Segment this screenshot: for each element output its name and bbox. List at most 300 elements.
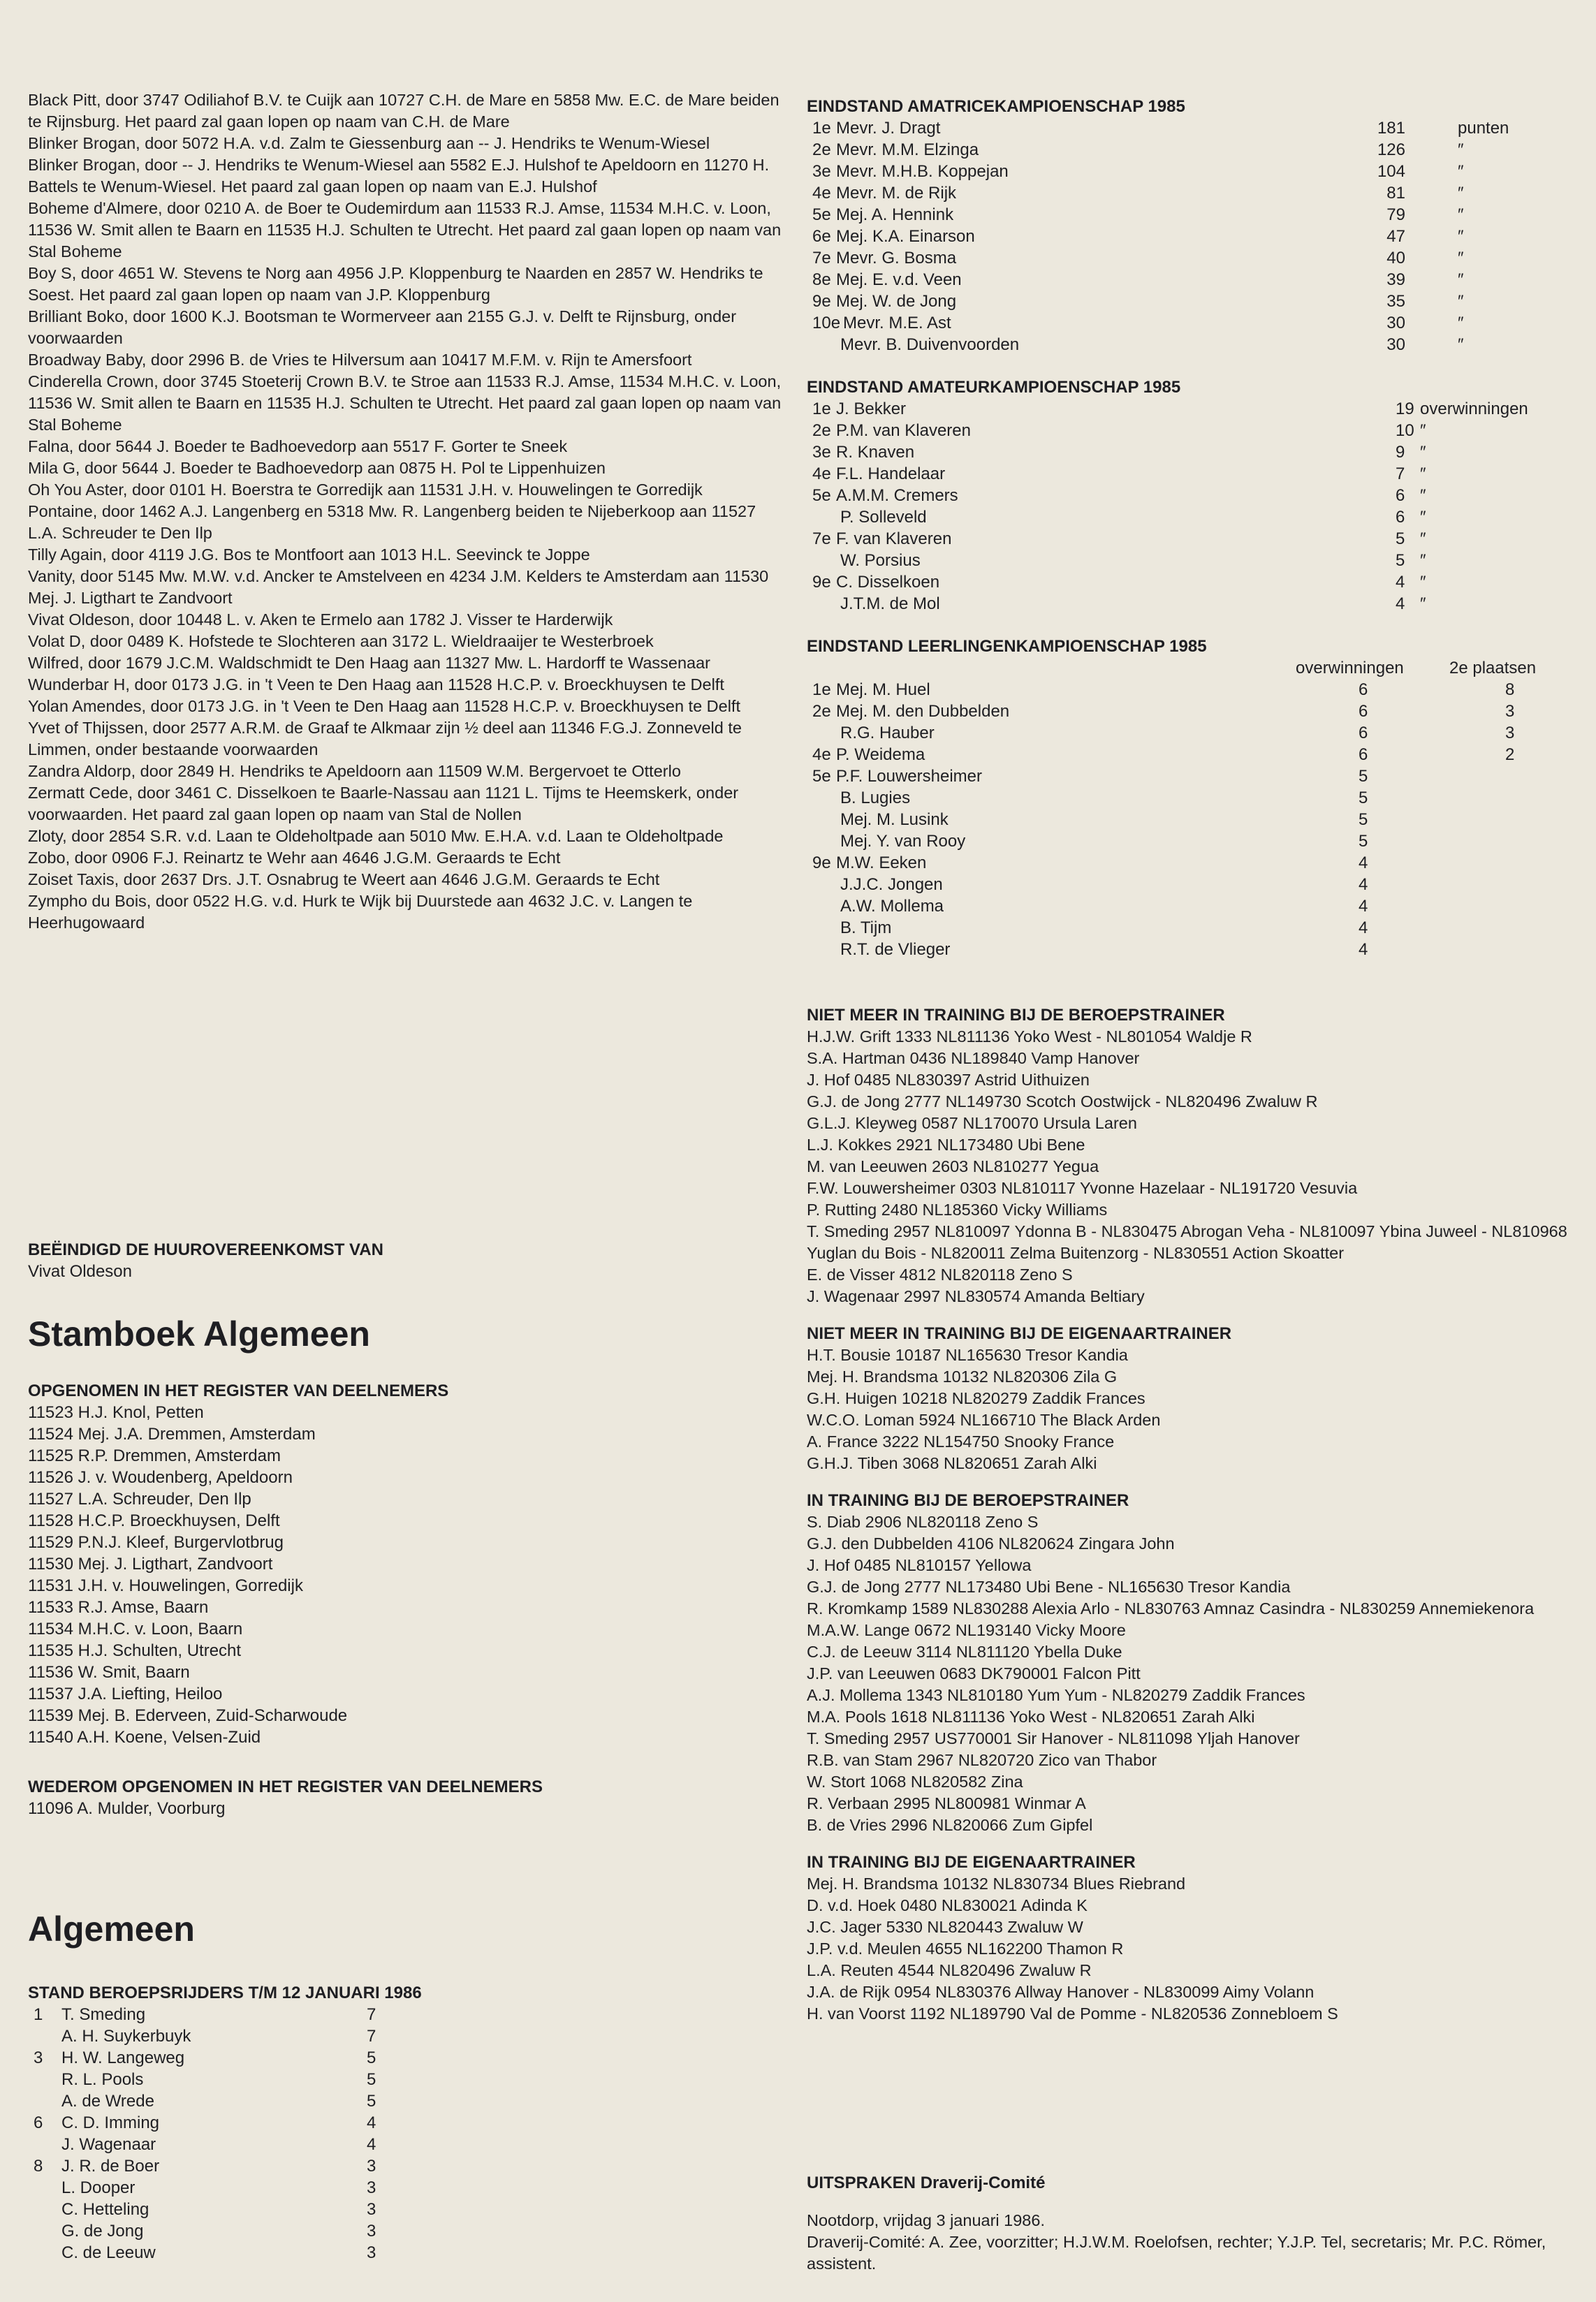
standings-value: 3 [367, 2222, 376, 2241]
name-cell: R. Knaven [836, 443, 915, 462]
transfer-entry: Pontaine, door 1462 A.J. Langenberg en 5318 Mw. R. Langenberg beiden te Nijeberkoop aan 11527 L.A. Schreuder te Den Ilp [28, 502, 756, 542]
name-cell: Mevr. J. Dragt [836, 119, 941, 138]
unit-cell: ″ [1420, 508, 1426, 527]
amatrice-table [807, 117, 1568, 355]
training-entry: R. Verbaan 2995 NL800981 Winmar A [807, 1794, 1086, 1812]
unit-cell: ″ [1420, 421, 1426, 440]
register-entry: 11530 Mej. J. Ligthart, Zandvoort [28, 1555, 273, 1574]
amatrice-row [807, 291, 1568, 312]
readmitted-entry: 11096 A. Mulder, Voorburg [28, 1799, 226, 1818]
unit-cell: ″ [1458, 335, 1464, 354]
training-entry: J.P. van Leeuwen 0683 DK790001 Falcon Pitt [807, 1664, 1141, 1682]
wins-cell: 7 [1396, 464, 1405, 483]
register-entry: 11525 R.P. Dremmen, Amsterdam [28, 1446, 281, 1465]
transfer-entry: Zloty, door 2854 S.R. v.d. Laan te Oldeholtpade aan 5010 Mw. E.H.A. v.d. Laan te Oldeholtpade [28, 827, 724, 845]
transfer-entry: Wilfred, door 1679 J.C.M. Waldschmidt te Den Haag aan 11327 Mw. L. Hardorff te Wassenaar [28, 654, 711, 672]
readmitted-heading: WEDEROM OPGENOMEN IN HET REGISTER VAN DEELNEMERS [28, 1777, 543, 1796]
training-entry: G.J. de Jong 2777 NL173480 Ubi Bene - NL165630 Tresor Kandia [807, 1578, 1291, 1596]
name-cell: M.W. Eeken [836, 853, 927, 872]
training-heading: NIET MEER IN TRAINING BIJ DE EIGENAARTRAINER [807, 1324, 1232, 1343]
register-entry: 11524 Mej. J.A. Dremmen, Amsterdam [28, 1425, 316, 1444]
leerlingen-row [807, 679, 1568, 701]
training-heading: IN TRAINING BIJ DE BEROEPSTRAINER [807, 1491, 1129, 1510]
rank-cell: 1e [812, 680, 831, 699]
register-heading: OPGENOMEN IN HET REGISTER VAN DEELNEMERS [28, 1381, 449, 1400]
training-entry: R. Kromkamp 1589 NL830288 Alexia Arlo - NL830763 Amnaz Casindra - NL830259 Annemiekenora [807, 1599, 1535, 1618]
register-entry: 11537 J.A. Liefting, Heiloo [28, 1685, 223, 1703]
amatrice-row [807, 117, 1568, 139]
standings-value: 4 [367, 2135, 376, 2154]
wins-cell: 6 [1359, 724, 1368, 742]
training-entry: F.W. Louwersheimer 0303 NL810117 Yvonne Hazelaar - NL191720 Vesuvia [807, 1179, 1358, 1197]
wins-cell: 6 [1396, 508, 1405, 527]
unit-cell: ″ [1458, 162, 1464, 181]
standings-value: 5 [367, 2092, 376, 2111]
rank-cell: 6e [812, 227, 831, 246]
rank-cell: 4e [812, 184, 831, 203]
wins-cell: 5 [1396, 551, 1405, 570]
standings-row [28, 2025, 782, 2047]
training-entry: R.B. van Stam 2967 NL820720 Zico van Thabor [807, 1751, 1157, 1769]
rank-cell: 4e [812, 745, 831, 764]
transfer-entry: Black Pitt, door 3747 Odiliahof B.V. te Cuijk aan 10727 C.H. de Mare en 5858 Mw. E.C. de Mare beiden te Rijnsburg. Het paard zal gaan lopen op naam van C.H. de Mare [28, 91, 779, 131]
training-entry: M.A.W. Lange 0672 NL193140 Vicky Moore [807, 1621, 1126, 1639]
amateur-row [807, 441, 1568, 463]
standings-row [28, 2090, 782, 2112]
leerlingen-heading: EINDSTAND LEERLINGENKAMPIOENSCHAP 1985 [807, 637, 1207, 656]
transfer-entry: Zermatt Cede, door 3461 C. Disselkoen te Baarle-Nassau aan 1121 L. Tijms te Heemskerk, onder voorwaarden. Het paard zal gaan lopen op naam van Stal de Nollen [28, 784, 739, 823]
standings-row [28, 2220, 782, 2242]
training-entry: J. Hof 0485 NL830397 Astrid Uithuizen [807, 1071, 1090, 1089]
name-cell: B. Lugies [840, 789, 911, 807]
amateur-heading: EINDSTAND AMATEURKAMPIOENSCHAP 1985 [807, 378, 1181, 397]
training-section [807, 1852, 1568, 2025]
rank-cell: 9e [812, 853, 831, 872]
wins-cell: 4 [1359, 940, 1368, 959]
wins-cell: 4 [1359, 897, 1368, 916]
training-entry: L.A. Reuten 4544 NL820496 Zwaluw R [807, 1961, 1092, 1979]
points-cell: 126 [1377, 140, 1405, 159]
wins-cell: 5 [1359, 767, 1368, 786]
amateur-row [807, 571, 1568, 593]
transfer-entry: Boy S, door 4651 W. Stevens te Norg aan 4956 J.P. Kloppenburg te Naarden en 2857 W. Hendriks te Soest. Het paard zal gaan lopen op naam van J.P. Kloppenburg [28, 264, 763, 304]
leerlingen-row [807, 830, 1568, 852]
rank-cell: 3e [812, 162, 831, 181]
amateur-row [807, 463, 1568, 485]
transfer-entry: Zandra Aldorp, door 2849 H. Hendriks te Apeldoorn aan 11509 W.M. Bergervoet te Otterlo [28, 762, 681, 780]
wins-cell: 4 [1396, 594, 1405, 613]
standings-name: H. W. Langeweg [61, 2048, 185, 2067]
register-entry: 11523 H.J. Knol, Petten [28, 1403, 204, 1422]
transfer-entry: Vanity, door 5145 Mw. M.W. v.d. Ancker te Amstelveen en 4234 J.M. Kelders te Amsterdam aan 11530 Mej. J. Ligthart te Zandvoort [28, 567, 769, 607]
standings-value: 3 [367, 2157, 376, 2176]
rank-cell: 4e [812, 464, 831, 483]
leerlingen-row [807, 765, 1568, 787]
training-entry: J.A. de Rijk 0954 NL830376 Allway Hanover - NL830099 Aimy Volann [807, 1983, 1315, 2001]
name-cell: A.W. Mollema [840, 897, 944, 916]
rank-cell: 2e [812, 140, 831, 159]
name-cell: Mevr. M.M. Elzinga [836, 140, 979, 159]
amateur-row [807, 593, 1568, 615]
rank-cell: 5e [812, 767, 831, 786]
transfer-entry: Broadway Baby, door 2996 B. de Vries te Hilversum aan 10417 M.F.M. v. Rijn te Amersfoort [28, 351, 692, 369]
rank-cell: 2e [812, 421, 831, 440]
training-entry: G.H.J. Tiben 3068 NL820651 Zarah Alki [807, 1454, 1097, 1472]
ownership-transfer-list [28, 89, 782, 934]
name-cell: Mevr. B. Duivenvoorden [840, 335, 1020, 354]
wins-cell: 5 [1359, 810, 1368, 829]
unit-cell: ″ [1420, 594, 1426, 613]
training-entry: E. de Visser 4812 NL820118 Zeno S [807, 1266, 1073, 1284]
wins-cell: 9 [1396, 443, 1405, 462]
training-entry: C.J. de Leeuw 3114 NL811120 Ybella Duke [807, 1643, 1122, 1661]
unit-cell: ″ [1458, 270, 1464, 289]
unit-cell: ″ [1420, 573, 1426, 592]
rank-cell: 5e [812, 486, 831, 505]
points-cell: 30 [1386, 314, 1405, 332]
training-entry: G.H. Huigen 10218 NL820279 Zaddik Frances [807, 1389, 1145, 1407]
transfer-entry: Falna, door 5644 J. Boeder te Badhoevedorp aan 5517 F. Gorter te Sneek [28, 437, 568, 455]
stamboek-title: Stamboek Algemeen [28, 1314, 370, 1354]
standings-value: 7 [367, 2005, 376, 2024]
standings-name: A. H. Suykerbuyk [61, 2027, 191, 2046]
transfer-entry: Zympho du Bois, door 0522 H.G. v.d. Hurk te Wijk bij Duurstede aan 4632 J.C. v. Langen te Heerhugowaard [28, 892, 693, 932]
training-entry: W.C.O. Loman 5924 NL166710 The Black Arden [807, 1411, 1161, 1429]
register-entry: 11535 H.J. Schulten, Utrecht [28, 1641, 242, 1660]
standings-name: G. de Jong [61, 2222, 144, 2241]
unit-cell: ″ [1458, 205, 1464, 224]
wins-cell: 5 [1359, 832, 1368, 851]
transfer-entry: Mila G, door 5644 J. Boeder te Badhoevedorp aan 0875 H. Pol te Lippenhuizen [28, 459, 606, 477]
training-heading: IN TRAINING BIJ DE EIGENAARTRAINER [807, 1853, 1136, 1872]
training-entry: S.A. Hartman 0436 NL189840 Vamp Hanover [807, 1049, 1140, 1067]
standings-row [28, 2134, 782, 2155]
unit-cell: ″ [1420, 529, 1426, 548]
training-entry: J.P. v.d. Meulen 4655 NL162200 Thamon R [807, 1940, 1124, 1958]
amatrice-row [807, 139, 1568, 161]
amateur-row [807, 485, 1568, 506]
name-cell: W. Porsius [840, 551, 921, 570]
training-entry: Mej. H. Brandsma 10132 NL830734 Blues Riebrand [807, 1875, 1186, 1893]
amateur-row [807, 506, 1568, 528]
col-header-wins: overwinningen [1296, 659, 1404, 677]
rank-cell: 7e [812, 529, 831, 548]
name-cell: Mej. W. de Jong [836, 292, 957, 311]
amatrice-row [807, 269, 1568, 291]
leerlingen-row [807, 917, 1568, 939]
uitspraken-heading [807, 2172, 1568, 2194]
unit-cell: ″ [1420, 551, 1426, 570]
training-entry: H. van Voorst 1192 NL189790 Val de Pomme - NL820536 Zonnebloem S [807, 2004, 1338, 2023]
name-cell: Mej. A. Hennink [836, 205, 954, 224]
register-entry: 11536 W. Smit, Baarn [28, 1663, 190, 1682]
register-entry: 11534 M.H.C. v. Loon, Baarn [28, 1620, 243, 1638]
uitspraken-heading-bold: UITSPRAKEN [807, 2173, 916, 2192]
wins-cell: 5 [1359, 789, 1368, 807]
name-cell: Mevr. M. de Rijk [836, 184, 957, 203]
transfer-entry: Volat D, door 0489 K. Hofstede te Slochteren aan 3172 L. Wieldraaijer te Westerbroek [28, 632, 654, 650]
training-section [807, 1490, 1568, 1836]
standings-name: C. D. Imming [61, 2113, 160, 2132]
register-entry: 11526 J. v. Woudenberg, Apeldoorn [28, 1468, 293, 1487]
transfer-entry: Blinker Brogan, door 5072 H.A. v.d. Zalm te Giessenburg aan -- J. Hendriks te Wenum-Wiesel [28, 134, 710, 152]
transfer-entry: Cinderella Crown, door 3745 Stoeterij Crown B.V. te Stroe aan 11533 R.J. Amse, 11534 M.H.C. v. Loon, 11536 W. Smit allen te Baarn en 11535 H.J. Schulten te Utrecht. Het paard zal gaan lopen op naam van Stal Boheme [28, 372, 782, 434]
amatrice-section [807, 96, 1568, 355]
training-section [807, 1323, 1568, 1474]
amateur-row [807, 550, 1568, 571]
name-cell: Mej. M. den Dubbelden [836, 702, 1010, 721]
lease-end-section [28, 1239, 782, 1282]
leerlingen-column-headers [807, 657, 1568, 679]
points-cell: 81 [1386, 184, 1405, 203]
standings-name: R. L. Pools [61, 2070, 144, 2089]
name-cell: R.T. de Vlieger [840, 940, 951, 959]
algemeen-title: Algemeen [28, 1909, 195, 1949]
training-entry: J. Hof 0485 NL810157 Yellowa [807, 1556, 1032, 1574]
standings-row [28, 2177, 782, 2199]
points-cell: 181 [1377, 119, 1405, 138]
leerlingen-row [807, 787, 1568, 809]
training-entry: S. Diab 2906 NL820118 Zeno S [807, 1513, 1039, 1531]
rank-cell: 7e [812, 249, 831, 267]
unit-cell: punten [1458, 119, 1509, 138]
leerlingen-row [807, 895, 1568, 917]
standings-value: 3 [367, 2200, 376, 2219]
register-entry: 11533 R.J. Amse, Baarn [28, 1598, 209, 1617]
name-cell: Mej. K.A. Einarson [836, 227, 975, 246]
standings-name: J. R. de Boer [61, 2157, 160, 2176]
unit-cell: ″ [1420, 443, 1426, 462]
training-entry: T. Smeding 2957 US770001 Sir Hanover - NL811098 Yljah Hanover [807, 1729, 1300, 1747]
standings-value: 7 [367, 2027, 376, 2046]
register-section [28, 1380, 782, 1748]
name-cell: P. Solleveld [840, 508, 927, 527]
standings-row [28, 2069, 782, 2090]
wins-cell: 10 [1396, 421, 1414, 440]
leerlingen-row [807, 701, 1568, 722]
col-header-second: 2e plaatsen [1449, 659, 1537, 677]
name-cell: Mej. M. Lusink [840, 810, 949, 829]
training-entry: M.A. Pools 1618 NL811136 Yoko West - NL820651 Zarah Alki [807, 1708, 1255, 1726]
standings-name: A. de Wrede [61, 2092, 154, 2111]
training-entry: D. v.d. Hoek 0480 NL830021 Adinda K [807, 1896, 1088, 1914]
training-entry: G.J. de Jong 2777 NL149730 Scotch Oostwijck - NL820496 Zwaluw R [807, 1092, 1318, 1110]
wins-cell: 5 [1396, 529, 1405, 548]
training-entry: A.J. Mollema 1343 NL810180 Yum Yum - NL820279 Zaddik Frances [807, 1686, 1305, 1704]
register-entry: 11531 J.H. v. Houwelingen, Gorredijk [28, 1576, 303, 1595]
rank-cell: 1e [812, 119, 831, 138]
standings-heading: STAND BEROEPSRIJDERS T/M 12 JANUARI 1986 [28, 1984, 422, 2002]
uitspraken-line-2: Draverij-Comité: A. Zee, voorzitter; H.J.W.M. Roelofsen, rechter; Y.J.P. Tel, secretaris; Mr. P.C. Römer, assistent. [807, 2233, 1546, 2273]
transfer-entry: Brilliant Boko, door 1600 K.J. Bootsman te Wormerveer aan 2155 G.J. v. Delft te Rijnsburg, onder voorwaarden [28, 307, 737, 347]
rank-cell: 5e [812, 205, 831, 224]
wins-cell: 6 [1359, 745, 1368, 764]
training-heading: NIET MEER IN TRAINING BIJ DE BEROEPSTRAINER [807, 1006, 1225, 1025]
training-entry: T. Smeding 2957 NL810097 Ydonna B - NL830475 Abrogan Veha - NL810097 Ybina Juweel - NL810968 Yuglan du Bois - NL820011 Zelma Buitenzorg - NL830551 Action Skoatter [807, 1222, 1567, 1262]
name-cell: B. Tijm [840, 918, 892, 937]
amateur-section [807, 376, 1568, 615]
leerlingen-section [807, 636, 1568, 960]
standings-section [28, 1982, 782, 2264]
name-cell: P. Weidema [836, 745, 925, 764]
standings-value: 5 [367, 2048, 376, 2067]
amatrice-row [807, 204, 1568, 226]
lease-end-heading: BEËINDIGD DE HUUROVEREENKOMST VAN [28, 1240, 383, 1259]
name-cell: F. van Klaveren [836, 529, 952, 548]
unit-cell: ″ [1458, 140, 1464, 159]
amateur-row [807, 398, 1568, 420]
standings-row [28, 2004, 782, 2025]
rank-cell: 10e [812, 314, 841, 332]
training-entry: G.L.J. Kleyweg 0587 NL170070 Ursula Laren [807, 1114, 1137, 1132]
transfer-entry: Vivat Oldeson, door 10448 L. v. Aken te Ermelo aan 1782 J. Visser te Harderwijk [28, 610, 613, 629]
training-entry: H.J.W. Grift 1333 NL811136 Yoko West - NL801054 Waldje R [807, 1027, 1252, 1046]
second-cell: 3 [1505, 702, 1515, 721]
readmitted-list [28, 1798, 782, 1819]
leerlingen-row [807, 874, 1568, 895]
wins-cell: 6 [1396, 486, 1405, 505]
register-list [28, 1402, 782, 1748]
rank-cell: 9e [812, 292, 831, 311]
points-cell: 79 [1386, 205, 1405, 224]
wins-cell: 6 [1359, 680, 1368, 699]
transfer-entry: Yolan Amendes, door 0173 J.G. in 't Veen te Den Haag aan 11528 H.C.P. v. Broeckhuysen te Delft [28, 697, 740, 715]
standings-value: 4 [367, 2113, 376, 2132]
name-cell: R.G. Hauber [840, 724, 935, 742]
uitspraken-heading-rest: Draverij-Comité [920, 2173, 1046, 2192]
points-cell: 35 [1386, 292, 1405, 311]
unit-cell: ″ [1420, 464, 1426, 483]
standings-value: 5 [367, 2070, 376, 2089]
amatrice-row [807, 226, 1568, 247]
training-entry: H.T. Bousie 10187 NL165630 Tresor Kandia [807, 1346, 1128, 1364]
amatrice-row [807, 182, 1568, 204]
leerlingen-row [807, 744, 1568, 765]
standings-table [28, 2004, 782, 2264]
unit-cell: ″ [1458, 184, 1464, 203]
points-cell: 40 [1386, 249, 1405, 267]
register-entry: 11539 Mej. B. Ederveen, Zuid-Scharwoude [28, 1706, 348, 1725]
amateur-table [807, 398, 1568, 615]
training-section [807, 1004, 1568, 1307]
name-cell: Mej. M. Huel [836, 680, 930, 699]
standings-name: C. de Leeuw [61, 2243, 156, 2262]
points-cell: 47 [1386, 227, 1405, 246]
wins-cell: 4 [1359, 875, 1368, 894]
training-entry: W. Stort 1068 NL820582 Zina [807, 1773, 1023, 1791]
standings-value: 3 [367, 2178, 376, 2197]
points-cell: 39 [1386, 270, 1405, 289]
unit-cell: ″ [1458, 292, 1464, 311]
unit-cell: overwinningen [1420, 399, 1528, 418]
name-cell: Mevr. M.E. Ast [843, 314, 951, 332]
leerlingen-row [807, 852, 1568, 874]
standings-row [28, 2242, 782, 2264]
second-cell: 3 [1505, 724, 1515, 742]
unit-cell: ″ [1458, 227, 1464, 246]
amatrice-row [807, 334, 1568, 355]
second-cell: 8 [1505, 680, 1515, 699]
rank-cell: 1e [812, 399, 831, 418]
wins-cell: 4 [1396, 573, 1405, 592]
training-entry: P. Rutting 2480 NL185360 Vicky Williams [807, 1201, 1108, 1219]
amateur-row [807, 528, 1568, 550]
name-cell: Mej. Y. van Rooy [840, 832, 966, 851]
transfer-entry: Wunderbar H, door 0173 J.G. in 't Veen te Den Haag aan 11528 H.C.P. v. Broeckhuysen te Delft [28, 675, 724, 694]
name-cell: Mej. E. v.d. Veen [836, 270, 962, 289]
leerlingen-row [807, 809, 1568, 830]
lease-end-item: Vivat Oldeson [28, 1262, 132, 1281]
register-entry: 11529 P.N.J. Kleef, Burgervlotbrug [28, 1533, 284, 1552]
transfer-entry: Boheme d'Almere, door 0210 A. de Boer te Oudemirdum aan 11533 R.J. Amse, 11534 M.H.C. v. Loon, 11536 W. Smit allen te Baarn en 11535 H.J. Schulten te Utrecht. Het paard zal gaan lopen op naam van Stal Boheme [28, 199, 782, 261]
rank-cell: 2e [812, 702, 831, 721]
transfer-entry: Tilly Again, door 4119 J.G. Bos te Montfoort aan 1013 H.L. Seevinck te Joppe [28, 545, 590, 564]
transfer-entry: Yvet of Thijssen, door 2577 A.R.M. de Graaf te Alkmaar zijn ½ deel aan 11346 F.G.J. Zonneveld te Limmen, onder bestaande voorwaarden [28, 719, 742, 758]
name-cell: Mevr. G. Bosma [836, 249, 957, 267]
standings-row [28, 2112, 782, 2134]
wins-cell: 4 [1359, 853, 1368, 872]
rank-cell: 3e [812, 443, 831, 462]
training-entry: J.C. Jager 5330 NL820443 Zwaluw W [807, 1918, 1083, 1936]
unit-cell: ″ [1458, 314, 1464, 332]
training-entry: J. Wagenaar 2997 NL830574 Amanda Beltiary [807, 1287, 1145, 1305]
standings-row [28, 2199, 782, 2220]
name-cell: Mevr. M.H.B. Koppejan [836, 162, 1009, 181]
unit-cell: ″ [1420, 486, 1426, 505]
register-entry: 11527 L.A. Schreuder, Den Ilp [28, 1490, 251, 1509]
points-cell: 30 [1386, 335, 1405, 354]
training-entry: G.J. den Dubbelden 4106 NL820624 Zingara John [807, 1534, 1175, 1553]
standings-rank: 1 [34, 2005, 43, 2024]
training-entry: B. de Vries 2996 NL820066 Zum Gipfel [807, 1816, 1093, 1834]
name-cell: J.T.M. de Mol [840, 594, 940, 613]
leerlingen-row [807, 939, 1568, 960]
wins-cell: 19 [1396, 399, 1414, 418]
name-cell: C. Disselkoen [836, 573, 940, 592]
register-entry: 11528 H.C.P. Broeckhuysen, Delft [28, 1511, 280, 1530]
rank-cell: 9e [812, 573, 831, 592]
amatrice-row [807, 161, 1568, 182]
uitspraken-line-1: Nootdorp, vrijdag 3 januari 1986. [807, 2211, 1045, 2229]
leerlingen-table [807, 679, 1568, 960]
transfer-entry: Zobo, door 0906 F.J. Reinartz te Wehr aan 4646 J.G.M. Geraards te Echt [28, 849, 561, 867]
name-cell: J. Bekker [836, 399, 907, 418]
standings-rank: 8 [34, 2157, 43, 2176]
standings-name: J. Wagenaar [61, 2135, 156, 2154]
training-sections [807, 1004, 1568, 2040]
wins-cell: 6 [1359, 702, 1368, 721]
amateur-row [807, 420, 1568, 441]
standings-name: T. Smeding [61, 2005, 146, 2024]
name-cell: P.M. van Klaveren [836, 421, 971, 440]
training-entry: Mej. H. Brandsma 10132 NL820306 Zila G [807, 1368, 1118, 1386]
standings-name: L. Dooper [61, 2178, 136, 2197]
leerlingen-row [807, 722, 1568, 744]
name-cell: J.J.C. Jongen [840, 875, 943, 894]
transfer-entry: Oh You Aster, door 0101 H. Boerstra te Gorredijk aan 11531 J.H. v. Houwelingen te Gorredijk [28, 481, 703, 499]
transfer-entry: Blinker Brogan, door -- J. Hendriks te Wenum-Wiesel aan 5582 E.J. Hulshof te Apeldoorn en 11270 H. Battels te Wenum-Wiesel. Het paard zal gaan lopen op naam van E.J. Hulshof [28, 156, 770, 196]
name-cell: F.L. Handelaar [836, 464, 946, 483]
transfer-entry: Zoiset Taxis, door 2637 Drs. J.T. Osnabrug te Weert aan 4646 J.G.M. Geraards te Echt [28, 870, 660, 888]
uitspraken-section [807, 2172, 1568, 2275]
standings-rank: 6 [34, 2113, 43, 2132]
standings-row [28, 2155, 782, 2177]
second-cell: 2 [1505, 745, 1515, 764]
name-cell: A.M.M. Cremers [836, 486, 958, 505]
points-cell: 104 [1377, 162, 1405, 181]
training-entry: A. France 3222 NL154750 Snooky France [807, 1432, 1115, 1451]
standings-value: 3 [367, 2243, 376, 2262]
